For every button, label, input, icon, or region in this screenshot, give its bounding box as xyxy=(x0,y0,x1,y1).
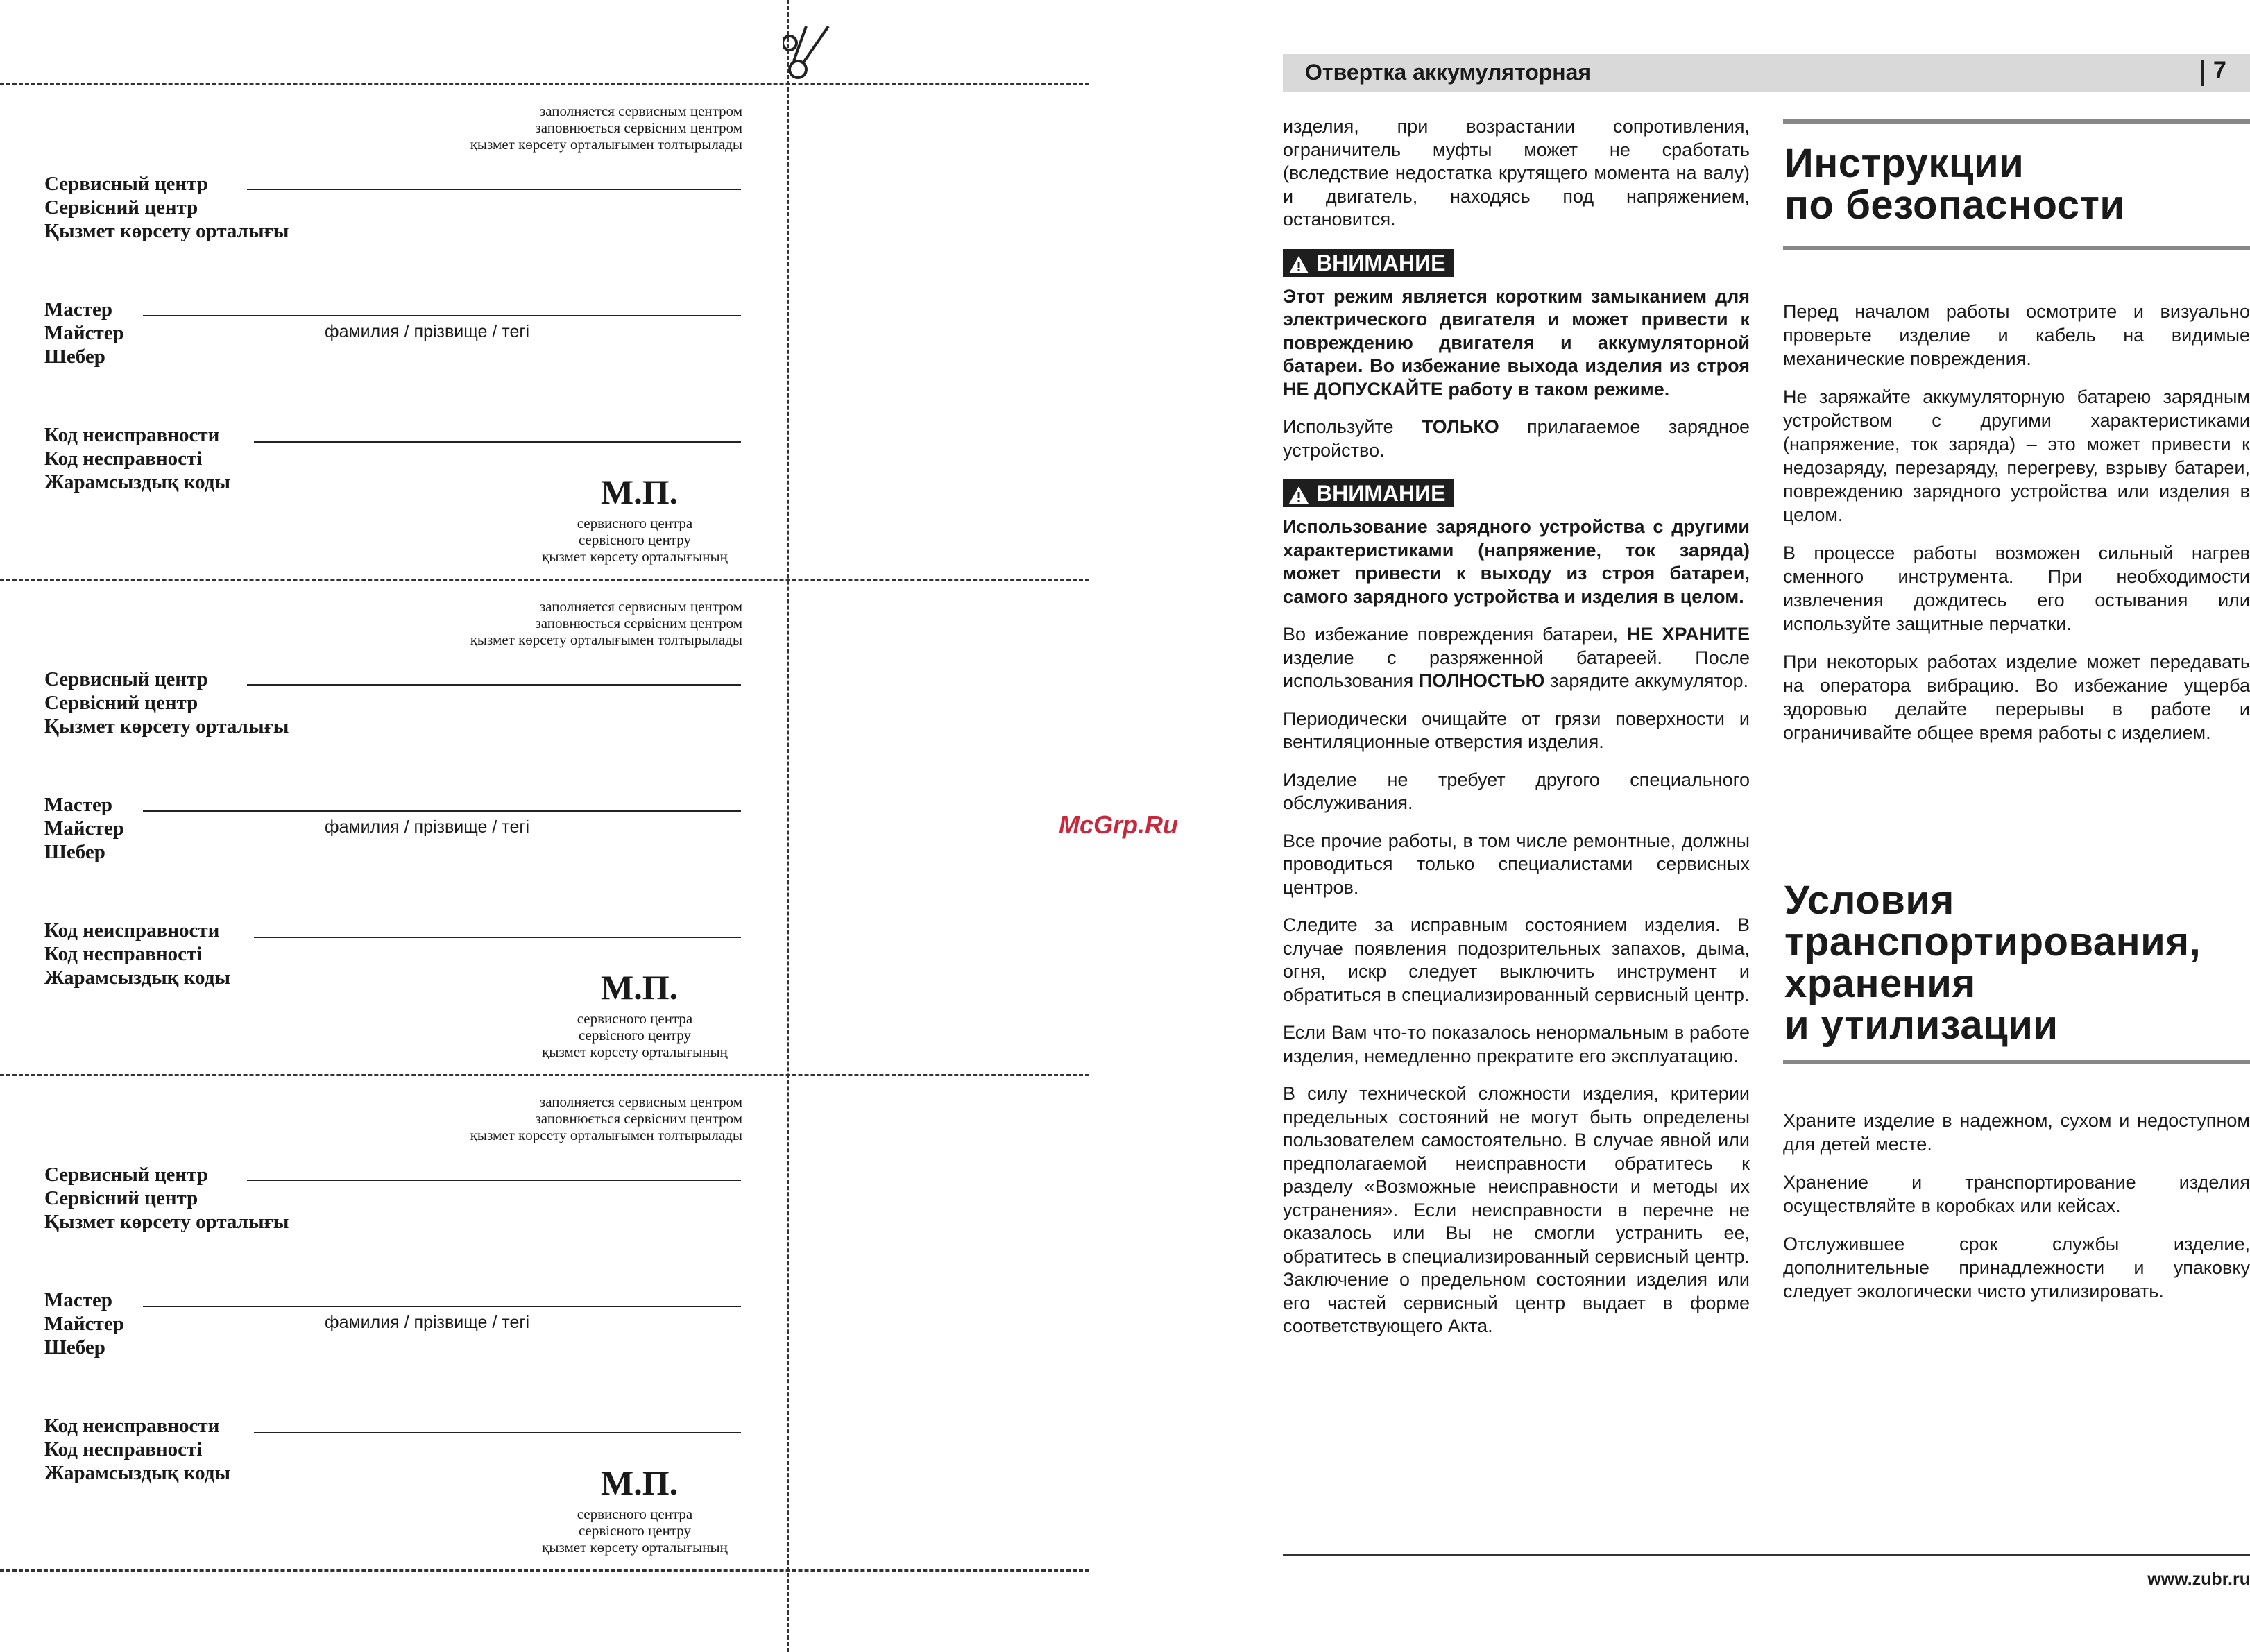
footer-rule xyxy=(1283,1554,2250,1556)
vertical-cut-line xyxy=(787,0,789,1652)
fault-code-field[interactable] xyxy=(254,441,741,443)
paragraph: В процессе работы возможен сильный нагрев сменного инструмента. При необходимости извлечения дождитесь его остывания или используйте защитные перчатки. xyxy=(1783,543,2250,634)
master-label: Мастер Майстер Шебер xyxy=(44,298,124,368)
service-center-field[interactable] xyxy=(247,189,741,190)
service-center-label: Сервисный центр Сервісний центр Қызмет көрсету орталығы xyxy=(44,173,289,242)
safety-section-text xyxy=(1783,300,2250,759)
paragraph: Перед началом работы осмотрите и визуально проверьте изделие и кабель на видимые механические повреждения. xyxy=(1783,301,2250,369)
paragraph: Если Вам что-то показалось ненормальным в работе изделия, немедленно прекратите его эксплуатацию. xyxy=(1283,1022,1750,1066)
fault-code-field[interactable] xyxy=(254,937,741,938)
fill-note: заполняется сервисным центром заповнюється сервісним центром қызмет көрсету орталығымен толтырылады xyxy=(470,103,742,153)
warning-text: Использование зарядного устройства с другими характеристиками (напряжение, ток заряда) может привести к выходу из строя батареи, самого зарядного устройства и изделия в целом. xyxy=(1283,516,1750,607)
paragraph: Не заряжайте аккумуляторную батарею зарядным устройством с другими характеристиками (напряжение, ток заряда) – это может привести к недозаряду, перезаряду, перегреву, взрыву батареи, повреждению зарядного устройства или изделия в целом. xyxy=(1783,386,2250,525)
service-coupon-3 xyxy=(0,1077,784,1572)
name-hint: фамилия / прізвище / тегі xyxy=(325,1313,530,1332)
main-column-left xyxy=(1283,115,1750,1353)
warning-badge: ВНИМАНИЕ xyxy=(1283,479,1454,507)
paragraph: Отслужившее срок службы изделие, дополнительные принадлежности и упаковку следует экологически чисто утилизировать. xyxy=(1783,1234,2250,1302)
section-rule xyxy=(1783,246,2250,250)
stamp-mark: М.П. xyxy=(601,1463,679,1502)
paragraph: Во избежание повреждения батареи, НЕ ХРАНИТЕ изделие с разряженной батареей. После использования ПОЛНОСТЬЮ зарядите аккумулятор. xyxy=(1283,624,1750,691)
stamp-mark: М.П. xyxy=(601,968,679,1007)
paragraph: изделия, при возрастании сопротивления, ограничитель муфты может не сработать (вследствие недостатка крутящего момента на валу) и двигатель, находясь под напряжением, остановится. xyxy=(1283,116,1750,230)
service-center-field[interactable] xyxy=(247,684,741,686)
section-heading-transport: Условия транспортирования, хранения и утилизации xyxy=(1784,878,2201,1048)
master-field[interactable] xyxy=(143,315,741,316)
transport-section-text xyxy=(1783,1109,2250,1318)
section-heading-safety: Инструкции по безопасности xyxy=(1784,141,2125,228)
paragraph: В силу технической сложности изделия, критерии предельных состояний не могут быть определены пользователем самостоятельно. В случае явной или предполагаемой неисправности обратитесь к разделу «Возможные неисправности и методы их устранения». Если неисправности в перечне не оказалось или Вы не смогли устранить ее, обратитесь в специализированный сервисный центр. Заключение о предельном состоянии изделия или его частей сервисный центр выдает в форме соответствующего Акта. xyxy=(1283,1083,1750,1336)
watermark: McGrp.Ru xyxy=(1059,810,1179,839)
cut-line-1 xyxy=(0,83,1089,85)
master-label: Мастер Майстер Шебер xyxy=(44,794,124,863)
section-rule xyxy=(1783,1060,2250,1064)
paragraph: Хранение и транспортирование изделия осуществляйте в коробках или кейсах. xyxy=(1783,1172,2250,1216)
stamp-caption: сервисного центра сервісного центру қызмет көрсету орталығының xyxy=(542,1010,728,1060)
paragraph: Храните изделие в надежном, сухом и недоступном для детей месте. xyxy=(1783,1110,2250,1155)
service-center-label: Сервисный центр Сервісний центр Қызмет көрсету орталығы xyxy=(44,1164,289,1233)
fill-note: заполняется сервисным центром заповнюється сервісним центром қызмет көрсету орталығымен толтырылады xyxy=(470,598,742,648)
fault-code-field[interactable] xyxy=(254,1432,741,1433)
section-rule xyxy=(1783,119,2250,124)
service-coupon-1 xyxy=(0,86,784,581)
service-center-field[interactable] xyxy=(247,1180,741,1181)
name-hint: фамилия / прізвище / тегі xyxy=(325,322,530,341)
warning-icon xyxy=(1288,255,1309,274)
name-hint: фамилия / прізвище / тегі xyxy=(325,817,530,837)
warning-icon xyxy=(1288,486,1309,504)
master-label: Мастер Майстер Шебер xyxy=(44,1289,124,1359)
fault-code-label: Код неисправности Код несправності Жарамсыздық коды xyxy=(44,1415,231,1484)
paragraph: Следите за исправным состоянием изделия. В случае появления подозрительных запахов, дыма, огня, искр следует выключить инструмент и обратиться в специализированный сервисный центр. xyxy=(1283,914,1750,1005)
paragraph: Все прочие работы, в том числе ремонтные, должны проводиться только специалистами сервисных центров. xyxy=(1283,830,1750,898)
scissors-icon xyxy=(783,21,838,83)
stamp-mark: М.П. xyxy=(601,472,679,511)
page-number: 7 xyxy=(2213,57,2226,83)
paragraph: Используйте ТОЛЬКО прилагаемое зарядное устройство. xyxy=(1283,416,1750,461)
header-separator xyxy=(2201,60,2204,86)
fault-code-label: Код неисправности Код несправності Жарамсыздық коды xyxy=(44,424,231,493)
master-field[interactable] xyxy=(143,1306,741,1307)
fault-code-label: Код неисправности Код несправності Жарамсыздық коды xyxy=(44,919,231,989)
service-coupon-2 xyxy=(0,581,784,1077)
service-center-label: Сервисный центр Сервісний центр Қызмет көрсету орталығы xyxy=(44,668,289,738)
master-field[interactable] xyxy=(143,810,741,812)
warning-text: Этот режим является коротким замыканием для электрического двигателя и может привести к повреждению двигателя и аккумуляторной батареи. Во избежание выхода изделия из строя НЕ ДОПУСКАЙТЕ работу в таком режиме. xyxy=(1283,285,1750,400)
paragraph: Изделие не требует другого специального обслуживания. xyxy=(1283,769,1750,813)
stamp-caption: сервисного центра сервісного центру қызмет көрсету орталығының xyxy=(542,1506,728,1556)
paragraph: Периодически очищайте от грязи поверхности и вентиляционные отверстия изделия. xyxy=(1283,708,1750,752)
stamp-caption: сервисного центра сервісного центру қызмет көрсету орталығының xyxy=(542,515,728,565)
footer-url: www.zubr.ru xyxy=(2147,1569,2250,1589)
fill-note: заполняется сервисным центром заповнюється сервісним центром қызмет көрсету орталығымен толтырылады xyxy=(470,1093,742,1143)
paragraph: При некоторых работах изделие может передавать на оператора вибрацию. Во избежание ущерба здоровью делайте перерывы в работе и ограничивайте общее время работы с изделием. xyxy=(1783,652,2250,743)
warning-badge: ВНИМАНИЕ xyxy=(1283,249,1454,277)
page-title: Отвертка аккумуляторная xyxy=(1305,60,1592,85)
